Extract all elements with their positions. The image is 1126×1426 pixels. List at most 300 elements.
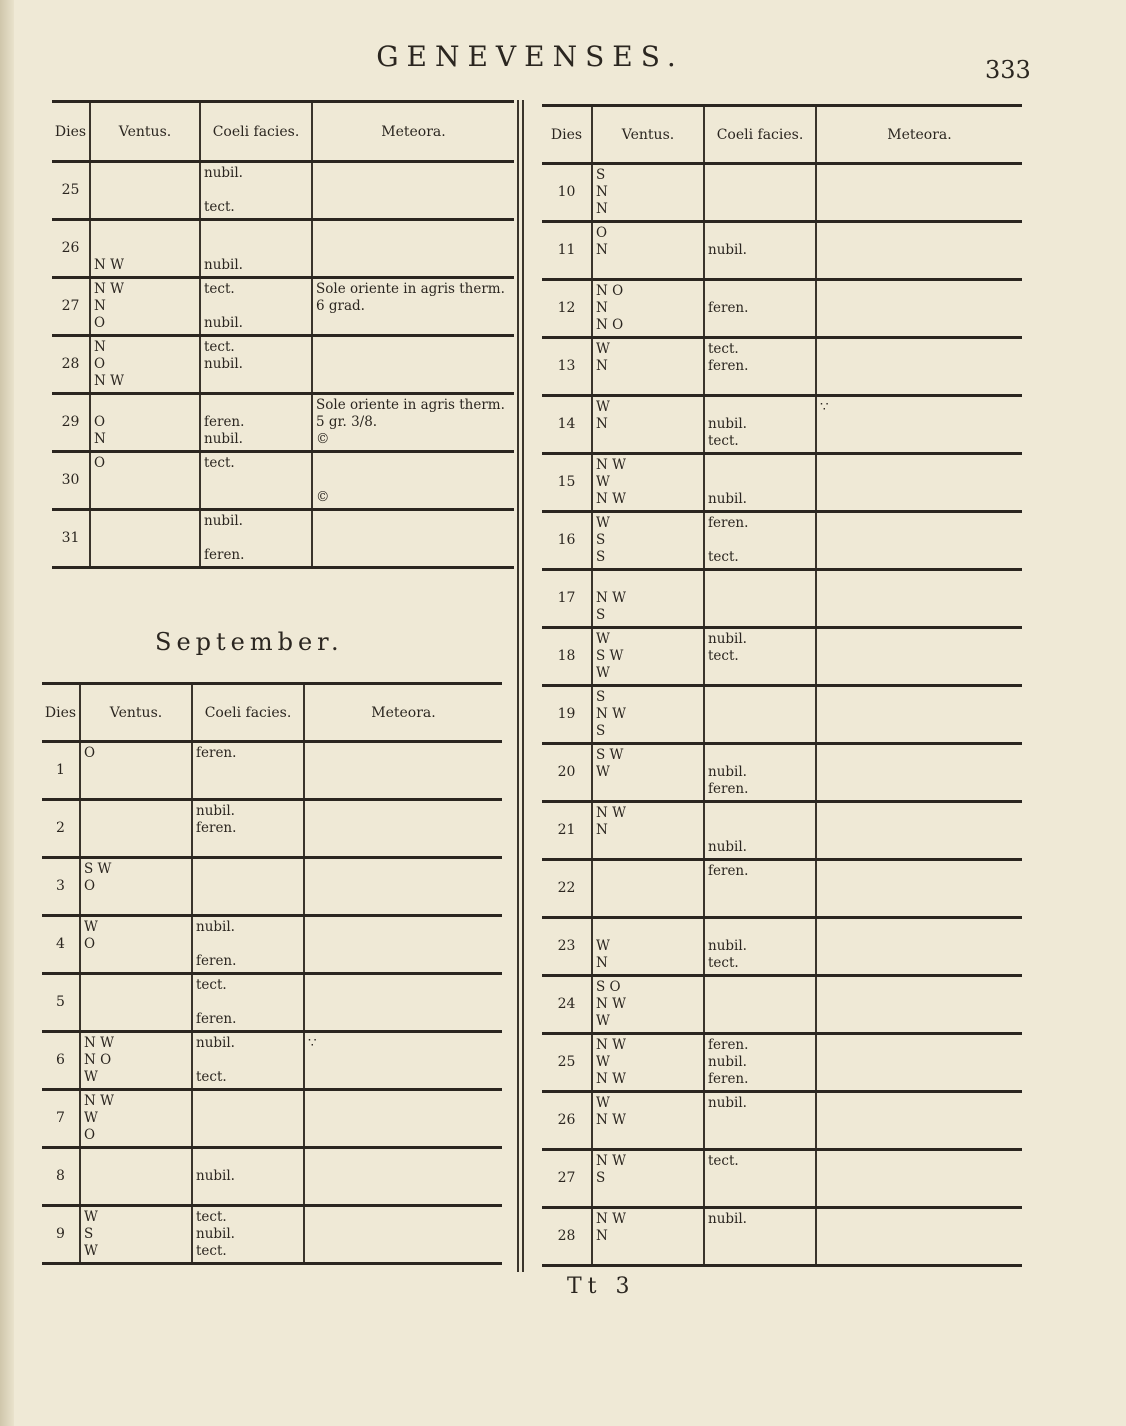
coeli-cell [704, 512, 816, 570]
meteora-cell [312, 220, 514, 278]
coeli-cell [704, 976, 816, 1034]
ventus-cell [592, 1034, 704, 1092]
table-row [42, 1148, 502, 1206]
ventus-cell [80, 974, 192, 1032]
september-rows-left [42, 742, 502, 1264]
coeli-cell [200, 162, 312, 220]
table-row [52, 452, 514, 510]
ventus-cell [592, 164, 704, 222]
ventus-cell [592, 512, 704, 570]
ventus-cell-line: W [596, 1013, 610, 1029]
coeli-cell-line: tect. [204, 281, 235, 297]
ventus-cell-line: N W [596, 805, 626, 821]
table-row [52, 162, 514, 220]
meteora-cell [304, 916, 502, 974]
ventus-cell-line: N [596, 242, 608, 258]
coeli-cell-line [708, 457, 812, 474]
ventus-cell [80, 742, 192, 800]
meteora-cell-line: 5 gr. 3/8. [316, 414, 378, 430]
ventus-cell-line: O [596, 225, 608, 241]
ventus-cell-line: W [596, 341, 610, 357]
meteora-cell [304, 1206, 502, 1264]
table-row [42, 974, 502, 1032]
ventus-cell-line: N W [596, 457, 626, 473]
coeli-cell-line: nubil. [708, 764, 747, 780]
day-number: 7 [42, 1090, 80, 1148]
ventus-cell [90, 394, 200, 452]
ventus-cell-line: N [94, 298, 106, 314]
table-row [542, 396, 1022, 454]
meteora-cell [816, 1150, 1022, 1208]
meteora-cell [816, 164, 1022, 222]
ventus-cell [592, 1092, 704, 1150]
coeli-cell-line: tect. [196, 1209, 227, 1225]
coeli-cell-line [708, 805, 812, 822]
ventus-cell-line: S [596, 607, 606, 623]
coeli-cell-line: nubil. [196, 1226, 235, 1242]
ventus-cell [80, 800, 192, 858]
ventus-cell-line: N W [596, 1112, 626, 1128]
ventus-cell-line [94, 223, 196, 240]
coeli-cell-line: tect. [708, 341, 739, 357]
ventus-cell-line: W [596, 764, 610, 780]
coeli-cell [200, 510, 312, 568]
ventus-cell-line: N W [596, 590, 626, 606]
ventus-cell-line [94, 240, 196, 257]
day-number: 24 [542, 976, 592, 1034]
ventus-cell [592, 570, 704, 628]
ventus-cell-line [94, 489, 196, 506]
coeli-cell [704, 396, 816, 454]
ventus-cell [592, 454, 704, 512]
ventus-cell [90, 510, 200, 568]
coeli-cell-line: nubil. [204, 356, 243, 372]
day-number: 6 [42, 1032, 80, 1090]
coeli-cell-line: tect. [708, 433, 739, 449]
ventus-cell [592, 860, 704, 918]
day-number: 4 [42, 916, 80, 974]
ventus-cell-line: O [94, 414, 106, 430]
coeli-cell-line: feren. [708, 300, 749, 316]
meteora-cell [816, 338, 1022, 396]
meteora-cell [304, 1032, 502, 1090]
day-number: 10 [542, 164, 592, 222]
ventus-cell-line: N W [596, 706, 626, 722]
ventus-cell-line: O [84, 936, 96, 952]
day-number: 13 [542, 338, 592, 396]
coeli-cell-line [204, 240, 308, 257]
ventus-cell-line: S O [596, 979, 621, 995]
ventus-cell-line: O [94, 356, 106, 372]
ventus-cell [80, 1032, 192, 1090]
coeli-cell [704, 280, 816, 338]
ventus-cell-line: W [84, 919, 98, 935]
ventus-cell [90, 220, 200, 278]
coeli-cell-line [708, 921, 812, 938]
table-row [42, 858, 502, 916]
coeli-cell-line: tect. [708, 1153, 739, 1169]
coeli-cell [704, 338, 816, 396]
coeli-cell [704, 802, 816, 860]
coeli-header: Coeli facies. [200, 102, 312, 162]
ventus-header: Ventus. [90, 102, 200, 162]
ventus-cell-line: N W [596, 491, 626, 507]
coeli-cell [704, 1034, 816, 1092]
coeli-cell-line [204, 397, 308, 414]
meteora-cell [816, 512, 1022, 570]
coeli-cell [704, 454, 816, 512]
ventus-cell-line: N W [84, 1093, 114, 1109]
coeli-cell-line: nubil. [204, 257, 243, 273]
meteora-header: Meteora. [312, 102, 514, 162]
table-row [542, 802, 1022, 860]
table-row [542, 976, 1022, 1034]
coeli-cell [192, 858, 304, 916]
ventus-cell-line: N O [84, 1052, 112, 1068]
day-number: 20 [542, 744, 592, 802]
table-row [542, 1034, 1022, 1092]
ventus-cell [90, 452, 200, 510]
coeli-cell-line [196, 1151, 300, 1168]
meteora-header: Meteora. [304, 684, 502, 742]
september-table-left [42, 682, 502, 1265]
coeli-cell [192, 1148, 304, 1206]
day-number: 27 [542, 1150, 592, 1208]
coeli-cell-line: nubil. [196, 803, 235, 819]
ventus-cell-line: S [84, 1226, 94, 1242]
coeli-cell-line: tect. [204, 199, 235, 215]
day-number: 30 [52, 452, 90, 510]
coeli-cell-line: nubil. [708, 1095, 747, 1111]
coeli-cell-line [204, 182, 308, 199]
ventus-cell-line: S [596, 532, 606, 548]
coeli-cell-line: nubil. [708, 631, 747, 647]
coeli-cell [200, 220, 312, 278]
coeli-cell [704, 744, 816, 802]
coeli-cell-line: tect. [204, 455, 235, 471]
ventus-cell-line: W [596, 631, 610, 647]
coeli-cell [192, 974, 304, 1032]
ventus-cell-line: N [596, 822, 608, 838]
meteora-cell [304, 1148, 502, 1206]
meteora-cell [816, 686, 1022, 744]
ventus-cell-line: S [596, 549, 606, 565]
day-number: 18 [542, 628, 592, 686]
meteora-cell [304, 800, 502, 858]
coeli-cell-line [708, 283, 812, 300]
coeli-cell-line: feren. [204, 547, 245, 563]
table-row [52, 220, 514, 278]
ventus-cell-line: O [84, 1127, 96, 1143]
coeli-cell-line: nubil. [708, 491, 747, 507]
meteora-cell [816, 744, 1022, 802]
table-row [52, 336, 514, 394]
coeli-cell-line [708, 399, 812, 416]
table-row [542, 1150, 1022, 1208]
coeli-cell-line: feren. [196, 820, 237, 836]
ventus-cell-line: N [94, 431, 106, 447]
day-number: 28 [542, 1208, 592, 1266]
day-number: 1 [42, 742, 80, 800]
coeli-cell-line: nubil. [708, 416, 747, 432]
ventus-cell [592, 280, 704, 338]
coeli-cell [704, 164, 816, 222]
coeli-cell [704, 570, 816, 628]
page-number: 333 [985, 56, 1031, 84]
coeli-cell [192, 742, 304, 800]
ventus-cell-line: W [596, 399, 610, 415]
table-row [42, 1032, 502, 1090]
table-row [542, 1092, 1022, 1150]
coeli-cell-line: tect. [196, 1243, 227, 1259]
day-number: 12 [542, 280, 592, 338]
ventus-cell [90, 162, 200, 220]
table-row [52, 278, 514, 336]
coeli-cell-line: nubil. [196, 1168, 235, 1184]
coeli-cell-line [204, 530, 308, 547]
table-row [42, 1090, 502, 1148]
coeli-cell-line: feren. [196, 745, 237, 761]
coeli-cell-line: tect. [204, 339, 235, 355]
table-row [542, 628, 1022, 686]
ventus-cell [80, 1206, 192, 1264]
ventus-cell-line: S [596, 167, 606, 183]
coeli-cell [200, 452, 312, 510]
coeli-cell-line: tect. [196, 977, 227, 993]
ventus-cell-line: N O [596, 317, 624, 333]
coeli-cell-line: nubil. [708, 938, 747, 954]
coeli-cell-line [204, 298, 308, 315]
meteora-cell-line [316, 455, 511, 472]
signature-mark: Tt 3 [567, 1274, 636, 1299]
day-number: 21 [542, 802, 592, 860]
coeli-cell [192, 1032, 304, 1090]
ventus-cell [592, 976, 704, 1034]
coeli-cell-line: feren. [708, 863, 749, 879]
ventus-cell-line: N [596, 184, 608, 200]
table-row [42, 916, 502, 974]
ventus-cell [592, 338, 704, 396]
meteora-cell [312, 162, 514, 220]
ventus-cell-line: W [84, 1069, 98, 1085]
meteora-cell [304, 1090, 502, 1148]
meteora-cell [816, 628, 1022, 686]
meteora-header: Meteora. [816, 106, 1022, 164]
day-number: 31 [52, 510, 90, 568]
table-row [542, 280, 1022, 338]
coeli-cell [704, 628, 816, 686]
meteora-cell [816, 454, 1022, 512]
ventus-cell-line: N [596, 300, 608, 316]
meteora-cell-line: 6 grad. [316, 298, 365, 314]
ventus-cell-line: N W [596, 1037, 626, 1053]
day-number: 25 [542, 1034, 592, 1092]
ventus-cell-line: S W [84, 861, 112, 877]
coeli-cell-line: nubil. [708, 839, 747, 855]
coeli-cell-line: feren. [708, 1037, 749, 1053]
day-number: 28 [52, 336, 90, 394]
page-edge [0, 0, 14, 1426]
coeli-cell-line [708, 225, 812, 242]
month-title: September. [155, 628, 344, 656]
coeli-cell-line: nubil. [204, 315, 243, 331]
ventus-cell [592, 1208, 704, 1266]
meteora-cell [312, 336, 514, 394]
day-number: 16 [542, 512, 592, 570]
ventus-cell [90, 278, 200, 336]
meteora-cell [304, 858, 502, 916]
coeli-cell [200, 278, 312, 336]
coeli-cell-line [204, 373, 308, 390]
day-number: 23 [542, 918, 592, 976]
coeli-cell [192, 800, 304, 858]
coeli-cell-line: tect. [708, 648, 739, 664]
day-number: 22 [542, 860, 592, 918]
coeli-cell-line [204, 489, 308, 506]
ventus-cell-line: O [84, 878, 96, 894]
meteora-cell [816, 1208, 1022, 1266]
ventus-cell-line: N [596, 201, 608, 217]
coeli-cell [704, 860, 816, 918]
meteora-cell [304, 974, 502, 1032]
ventus-cell [592, 222, 704, 280]
ventus-cell [90, 336, 200, 394]
day-number: 26 [52, 220, 90, 278]
coeli-cell [704, 1208, 816, 1266]
day-number: 29 [52, 394, 90, 452]
coeli-cell-line: feren. [708, 1071, 749, 1087]
meteora-cell [816, 280, 1022, 338]
day-number: 11 [542, 222, 592, 280]
coeli-cell-line: feren. [708, 515, 749, 531]
ventus-cell-line [596, 573, 700, 590]
ventus-cell [80, 1148, 192, 1206]
ventus-cell [80, 916, 192, 974]
august-rows [52, 162, 514, 568]
ventus-cell-line: S [596, 723, 606, 739]
ventus-cell-line: W [596, 1054, 610, 1070]
ventus-cell-line: W [84, 1243, 98, 1259]
ventus-cell-line: S W [596, 747, 624, 763]
day-number: 2 [42, 800, 80, 858]
coeli-cell-line: tect. [708, 549, 739, 565]
table-row [52, 394, 514, 452]
table-row [542, 570, 1022, 628]
ventus-cell-line: N W [94, 373, 124, 389]
meteora-cell [816, 860, 1022, 918]
coeli-cell-line: nubil. [708, 1211, 747, 1227]
ventus-cell-line: N [596, 358, 608, 374]
ventus-cell-line: O [94, 315, 106, 331]
meteora-cell-line: © [316, 431, 330, 447]
coeli-header: Coeli facies. [704, 106, 816, 164]
coeli-cell [200, 336, 312, 394]
coeli-cell-line [196, 1052, 300, 1069]
coeli-cell [704, 918, 816, 976]
coeli-cell-line: nubil. [196, 1035, 235, 1051]
meteora-cell-line: © [316, 489, 330, 505]
meteora-cell-line: ∵ [308, 1035, 317, 1051]
ventus-cell-line: N O [596, 283, 624, 299]
ventus-cell-line: N [596, 955, 608, 971]
coeli-cell-line: nubil. [196, 919, 235, 935]
coeli-cell [192, 916, 304, 974]
ventus-cell-line: N W [94, 257, 124, 273]
meteora-cell [816, 396, 1022, 454]
coeli-cell-line: feren. [708, 358, 749, 374]
coeli-cell-line: feren. [196, 1011, 237, 1027]
dies-header: Dies [42, 684, 80, 742]
coeli-cell-line [708, 474, 812, 491]
meteora-cell [816, 222, 1022, 280]
coeli-cell-line [708, 822, 812, 839]
day-number: 3 [42, 858, 80, 916]
day-number: 25 [52, 162, 90, 220]
table-row [42, 800, 502, 858]
coeli-cell-line: tect. [708, 955, 739, 971]
ventus-cell-line: W [596, 665, 610, 681]
meteora-cell [312, 394, 514, 452]
coeli-cell [704, 1092, 816, 1150]
ventus-cell-line: N [94, 339, 106, 355]
meteora-cell [312, 452, 514, 510]
coeli-cell-line: nubil. [204, 513, 243, 529]
ventus-cell-line: S [596, 689, 606, 705]
meteora-cell-line: ∵ [820, 399, 829, 415]
meteora-cell [312, 510, 514, 568]
meteora-cell [312, 278, 514, 336]
day-number: 14 [542, 396, 592, 454]
day-number: 15 [542, 454, 592, 512]
day-number: 8 [42, 1148, 80, 1206]
ventus-cell [80, 858, 192, 916]
ventus-cell-line: N W [596, 996, 626, 1012]
table-row [542, 1208, 1022, 1266]
meteora-cell [816, 918, 1022, 976]
ventus-cell-line: O [94, 455, 106, 471]
table-row [542, 918, 1022, 976]
ventus-cell-line [94, 397, 196, 414]
day-number: 5 [42, 974, 80, 1032]
coeli-cell-line: feren. [196, 953, 237, 969]
ventus-cell-line [596, 921, 700, 938]
table-row [42, 1206, 502, 1264]
ventus-cell-line: W [596, 938, 610, 954]
meteora-cell-line [316, 472, 511, 489]
coeli-cell [704, 222, 816, 280]
ventus-cell [80, 1090, 192, 1148]
august-table [52, 100, 514, 569]
coeli-cell-line: feren. [708, 781, 749, 797]
dies-header: Dies [542, 106, 592, 164]
table-row [52, 510, 514, 568]
ventus-cell-line: W [596, 1095, 610, 1111]
coeli-header: Coeli facies. [192, 684, 304, 742]
ventus-header: Ventus. [592, 106, 704, 164]
coeli-cell-line: tect. [196, 1069, 227, 1085]
coeli-cell-line: nubil. [204, 165, 243, 181]
table-row [542, 338, 1022, 396]
ventus-cell [592, 396, 704, 454]
coeli-cell-line [204, 472, 308, 489]
ventus-cell [592, 744, 704, 802]
coeli-cell-line: nubil. [708, 1054, 747, 1070]
coeli-cell [200, 394, 312, 452]
coeli-cell-line [196, 994, 300, 1011]
coeli-cell-line: nubil. [708, 242, 747, 258]
table-row [42, 742, 502, 800]
table-row [542, 744, 1022, 802]
